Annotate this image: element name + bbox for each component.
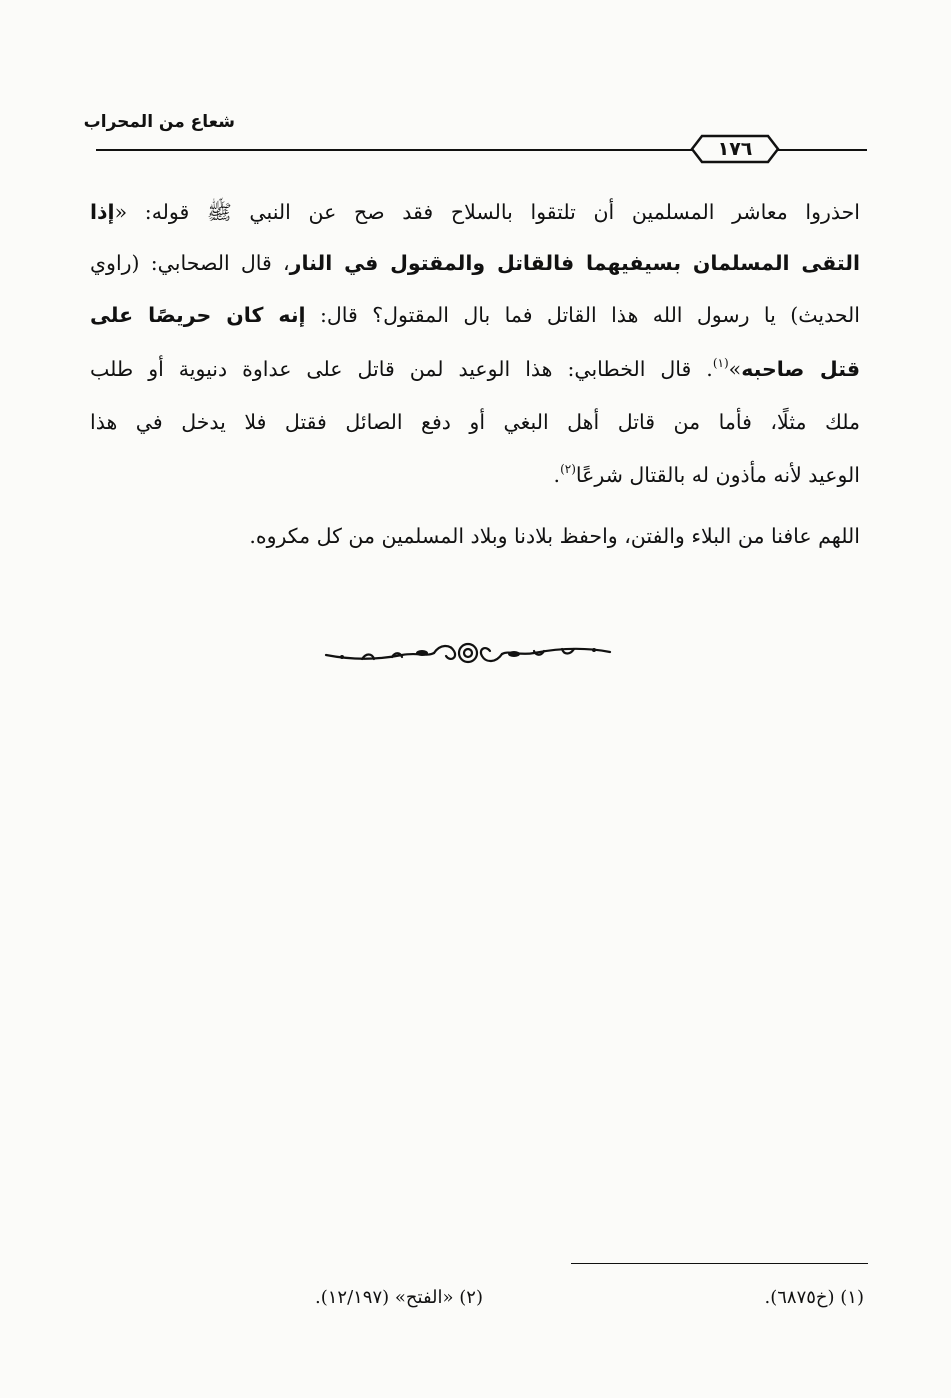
body-line-4 [90,349,860,389]
body-line-5-text: ملك مثلًا، فأما من قاتل أهل البغي أو دفع الصائل فقتل فلا يدخل في هذا [90,410,860,434]
footnote-1: (١) (خ٦٨٧٥). [764,1287,864,1308]
decorative-ornament-icon [322,638,614,668]
footnote-ref-1: (١) [712,356,729,370]
body-line-5 [90,402,860,442]
header-rule-right [96,149,693,151]
body-line-1-text: احذروا معاشر المسلمين أن تلتقوا بالسلاح فقد صح عن النبي ﷺ قوله: « [114,200,860,224]
hadith-text-1: التقى المسلمان بسيفيهما فالقاتل والمقتول في النار [289,251,860,275]
footnote-2: (٢) «الفتح» (١٢/١٩٧). [314,1287,483,1308]
body-line-4-text: . قال الخطابي: هذا الوعيد لمن قاتل على عداوة دنيوية أو طلب [90,357,713,381]
quote-close: » [728,357,742,381]
body-line-1 [90,192,860,232]
closing-dua: اللهم عافنا من البلاء والفتن، واحفظ بلادنا وبلاد المسلمين من كل مكروه. [249,524,860,548]
page-number: ١٧٦ [717,138,753,160]
body-line-6-text: الوعيد لأنه مأذون له بالقتال شرعًا [575,463,860,487]
footnote-separator [571,1263,868,1264]
body-line-3-text: الحديث) يا رسول الله هذا القاتل فما بال المقتول؟ قال: [305,303,860,327]
body-line-6-end: . [553,463,561,487]
body-line-6 [554,455,860,495]
body-line-3 [90,295,860,335]
header-rule-left [778,149,867,151]
hadith-text-2: إنه كان حريصًا على [90,303,306,327]
running-header-title: شعاع من المحراب [83,112,235,132]
hadith-text-3: قتل صاحبه [741,357,860,381]
hadith-quote-start: إذا [90,200,115,224]
page-number-badge [690,132,780,166]
body-line-2 [90,243,860,283]
body-line-2-text: ، قال الصحابي: (راوي [90,251,290,275]
footnote-ref-2: (٢) [560,462,576,476]
